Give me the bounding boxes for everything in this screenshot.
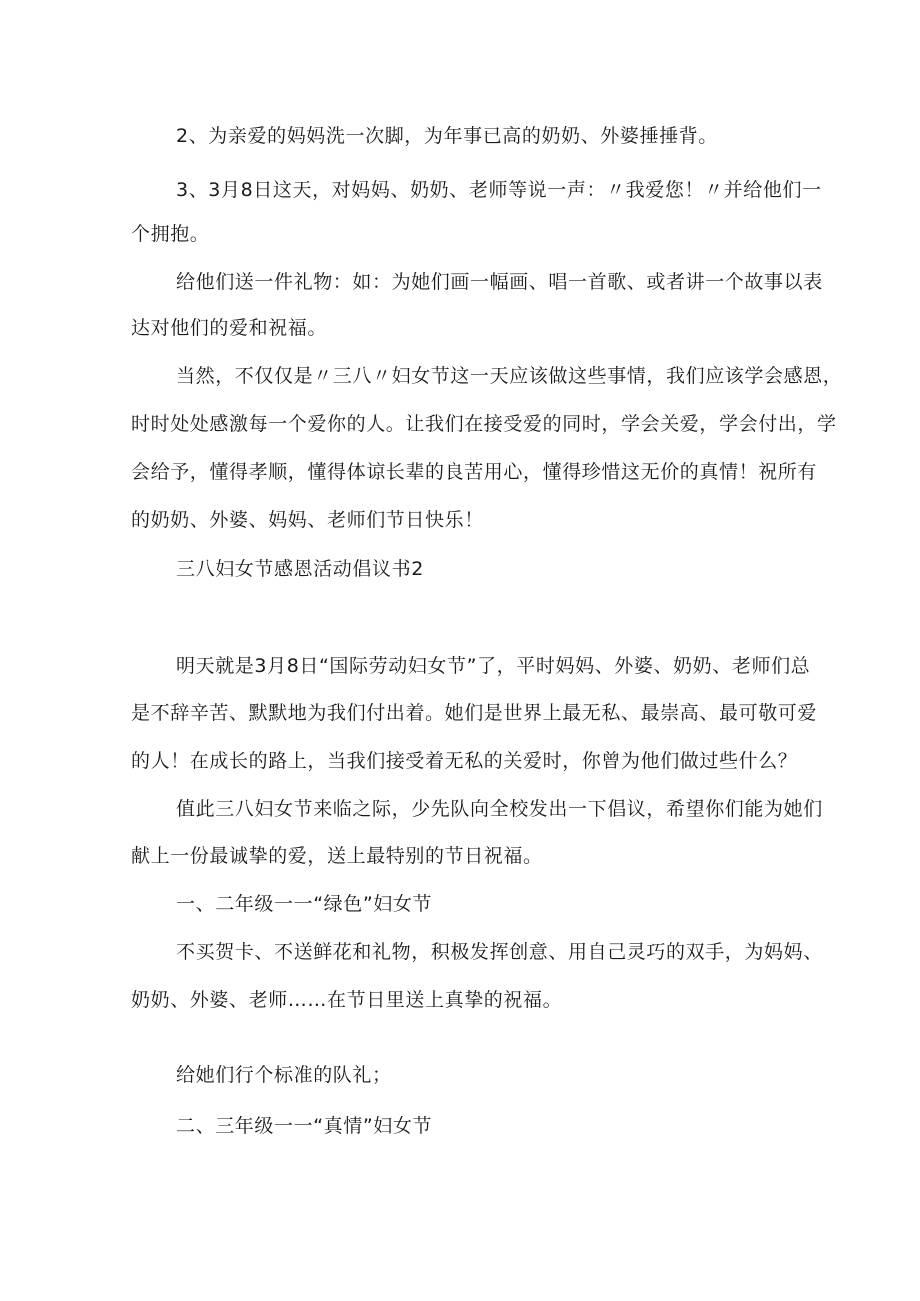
- paragraph-line: 奶奶、外婆、老师……在节日里送上真挚的祝福。: [131, 989, 563, 1011]
- subsection-heading: 一、二年级一一“绿色”妇女节: [176, 893, 433, 915]
- paragraph-line: 2、为亲爱的妈妈洗一次脚，为年事已高的奶奶、外婆捶捶背。: [176, 125, 718, 147]
- paragraph-line: 的奶奶、外婆、妈妈、老师们节日快乐！: [131, 509, 484, 531]
- paragraph-line: 明天就是3月8日“国际劳动妇女节”了，平时妈妈、外婆、奶奶、老师们总: [176, 655, 811, 677]
- paragraph-line: 个拥抱。: [131, 223, 210, 245]
- paragraph-line: 值此三八妇女节来临之际，少先队向全校发出一下倡议，希望你们能为她们: [176, 798, 823, 820]
- paragraph-line: 3、3月8日这天，对妈妈、奶奶、老师等说一声：〃我爱您！〃并给他们一: [176, 179, 822, 201]
- paragraph-line: 当然，不仅仅是〃三八〃妇女节这一天应该做这些事情，我们应该学会感恩，: [176, 365, 843, 387]
- paragraph-line: 献上一份最诚挚的爱，送上最特别的节日祝福。: [131, 845, 543, 867]
- paragraph-line: 是不辞辛苦、默默地为我们付出着。她们是世界上最无私、最崇高、最可敬可爱: [131, 702, 818, 724]
- paragraph-line: 给他们送一件礼物：如：为她们画一幅画、唱一首歌、或者讲一个故事以表: [176, 271, 823, 293]
- paragraph-line: 不买贺卡、不送鲜花和礼物，积极发挥创意、用自己灵巧的双手，为妈妈、: [176, 941, 823, 963]
- subsection-heading: 二、三年级一一“真情”妇女节: [176, 1115, 433, 1137]
- paragraph-line: 达对他们的爱和祝福。: [131, 317, 328, 339]
- paragraph-line: 的人！在成长的路上，当我们接受着无私的关爱时，你曾为他们做过些什么？: [131, 750, 798, 772]
- paragraph-line: 会给予，懂得孝顺，懂得体谅长辈的良苦用心，懂得珍惜这无价的真情！祝所有: [131, 461, 818, 483]
- paragraph-line: 时时处处感激每一个爱你的人。让我们在接受爱的同时，学会关爱，学会付出，学: [131, 413, 837, 435]
- section-heading: 三八妇女节感恩活动倡议书2: [176, 558, 424, 580]
- paragraph-line: 给她们行个标准的队礼；: [176, 1064, 392, 1086]
